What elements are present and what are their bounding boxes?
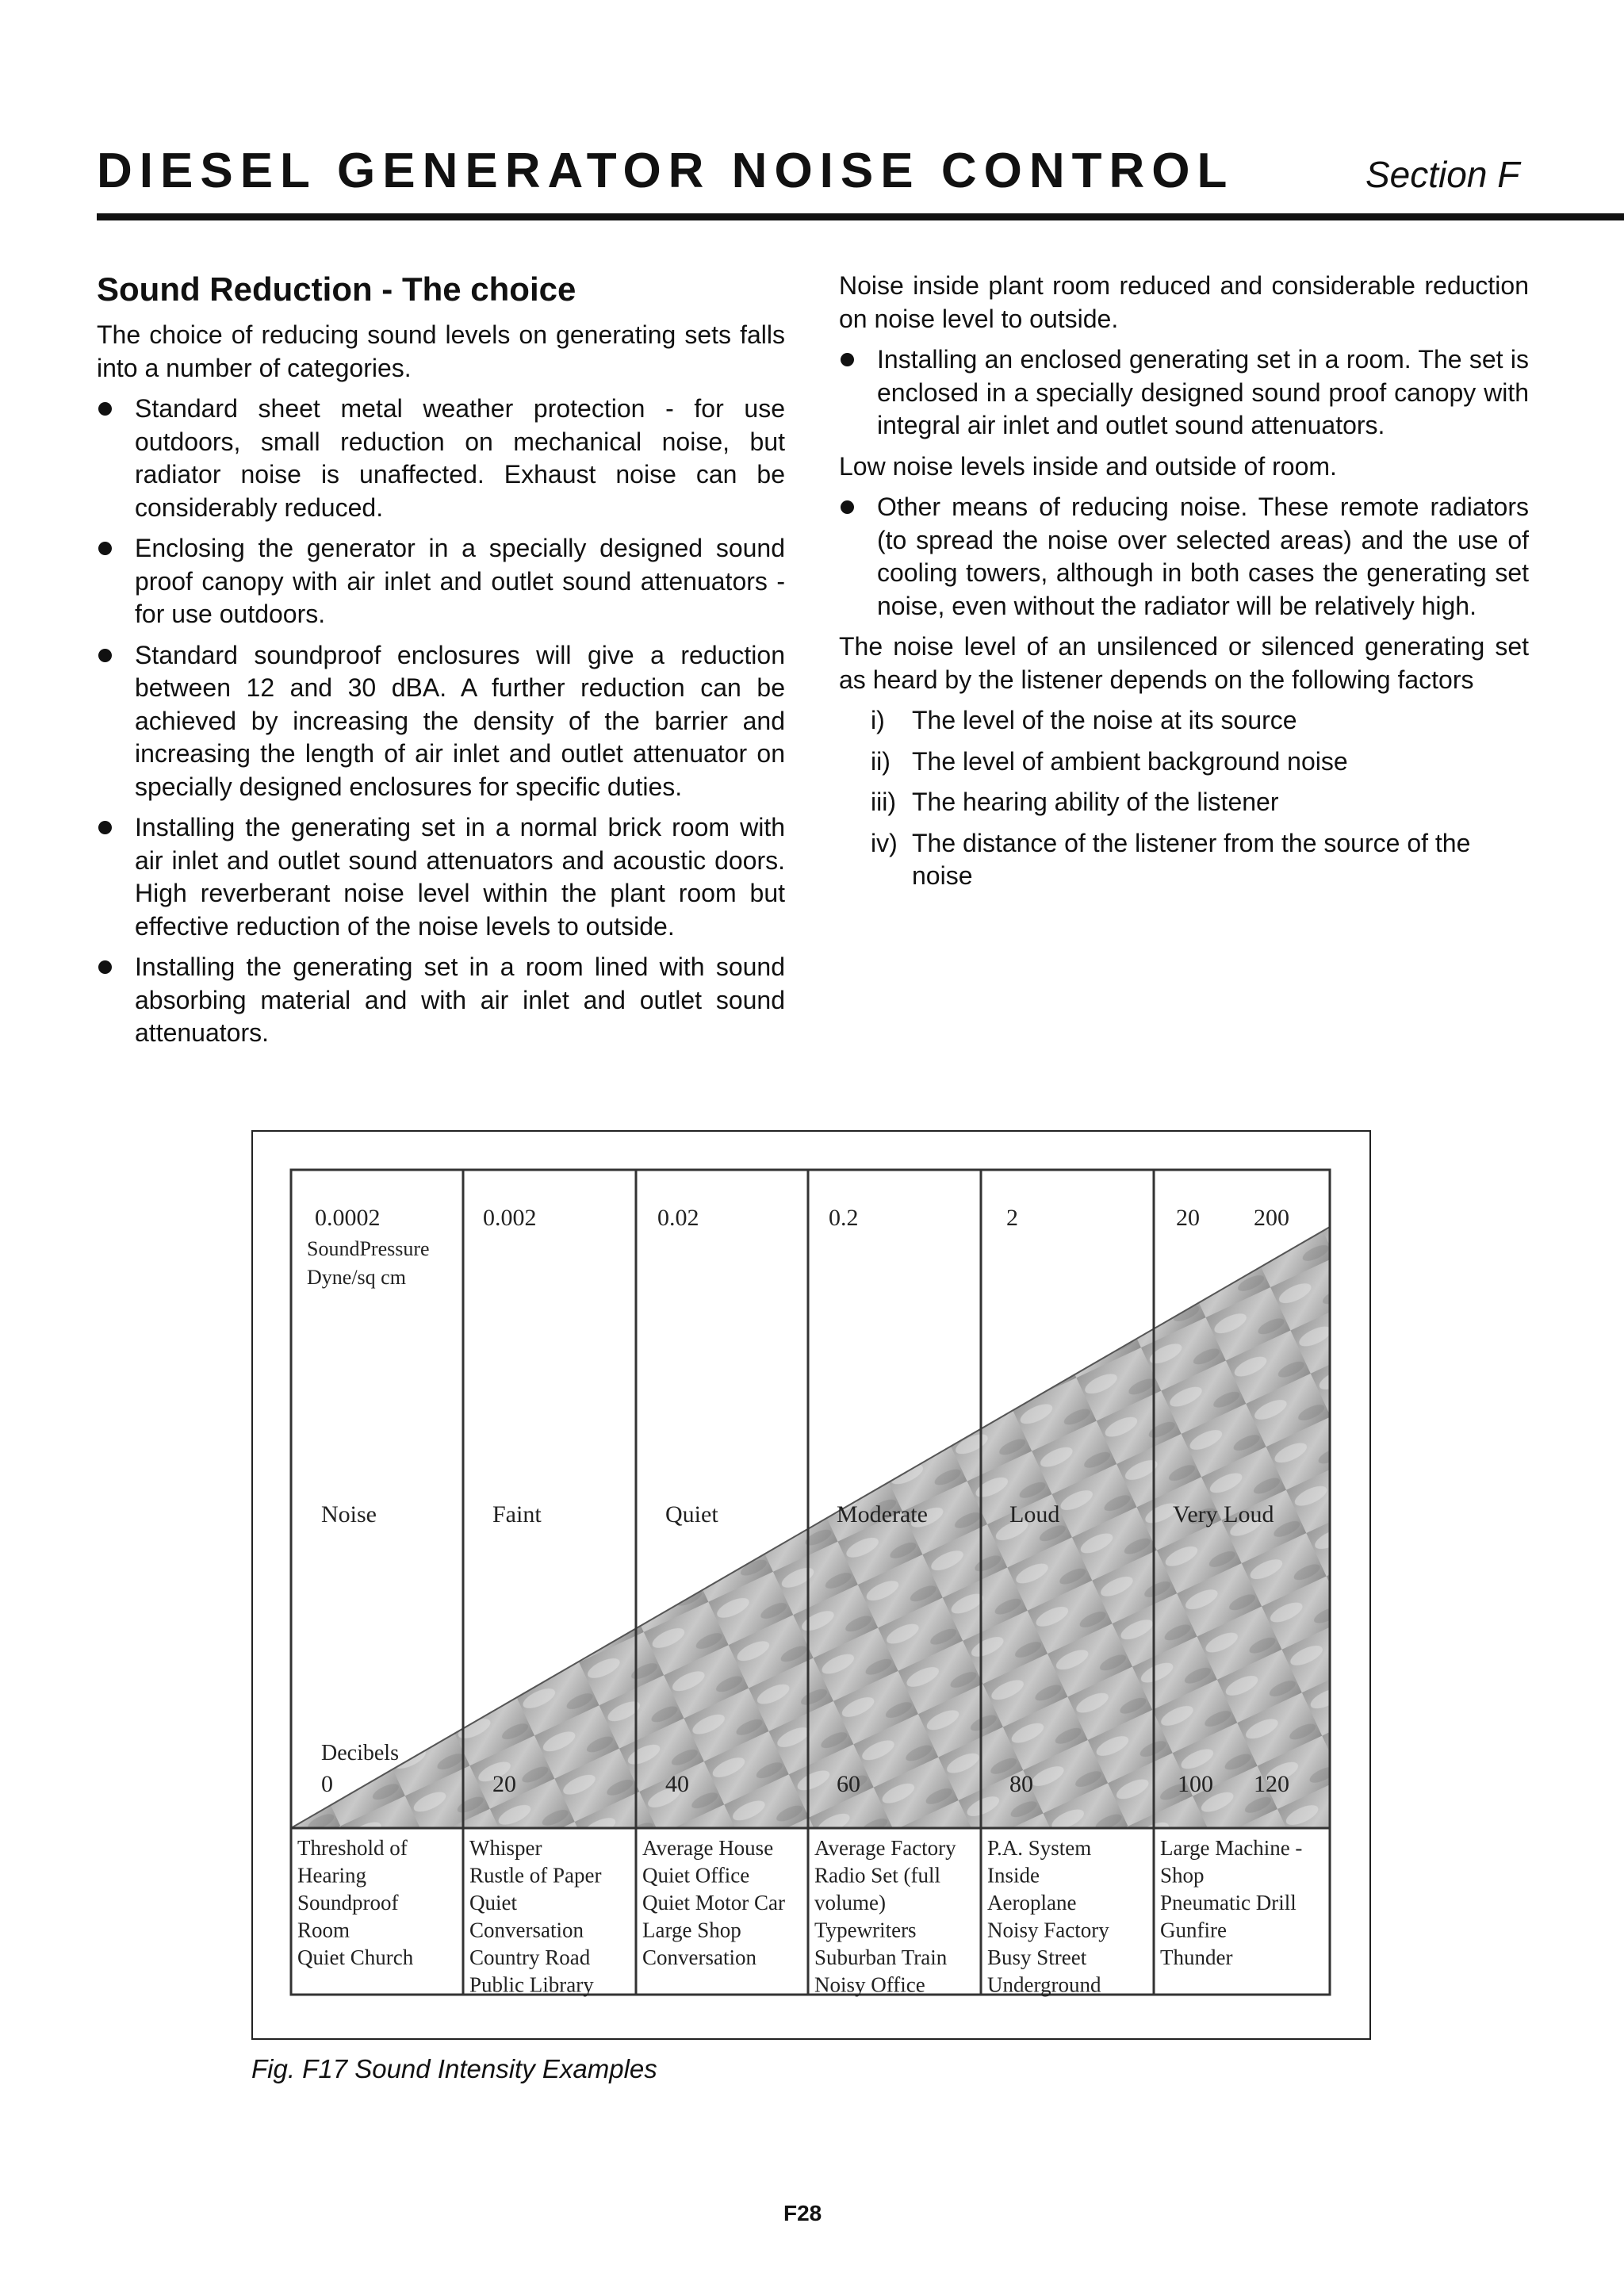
bullet-text: Enclosing the generator in a specially designed sound proof canopy with air inlet and outlet sound attenuators - for use outdoors. [135, 534, 785, 628]
factor-number: iv) [871, 828, 898, 857]
pressure-value: 0.0002 [315, 1205, 381, 1231]
factor-text: The hearing ability of the listener [912, 788, 1279, 816]
decibel-value: 120 [1254, 1771, 1289, 1797]
section-heading: Sound Reduction - The choice [97, 270, 576, 308]
figure-caption: Fig. F17 Sound Intensity Examples [251, 2054, 657, 2083]
example-text: Gunfire [1160, 1918, 1227, 1942]
intro-paragraph: The choice of reducing sound levels on generating sets falls into a number of categories. [97, 320, 785, 382]
decibel-value: 100 [1178, 1771, 1213, 1797]
example-text: Thunder [1160, 1945, 1233, 1969]
bullet-item [97, 393, 785, 524]
decibel-value: 40 [665, 1771, 689, 1797]
decibel-value: 60 [837, 1771, 860, 1797]
bullet-text: Standard soundproof enclosures will give a reduction between 12 and 30 dBA. A further reduction can be achieved by increasing the density of the barrier and increasing the length of air inlet and outlet attenuator on specially designed enclosures for specific duties. [135, 640, 785, 801]
bullet-item [839, 343, 1529, 443]
bullet-item [839, 491, 1529, 623]
bullet-item [97, 639, 785, 804]
pressure-unit-label: Dyne/sq cm [307, 1266, 406, 1289]
factor-item [839, 786, 1529, 819]
example-text: Typewriters [814, 1918, 917, 1942]
bullet-text: Standard sheet metal weather protection - for use outdoors, small reduction on mechanical noise, but radiator noise is unaffected. Exhaust noise can be considerably reduced. [135, 394, 785, 522]
bullet-icon [98, 821, 112, 834]
example-text: Conversation [469, 1918, 584, 1942]
example-text: Noisy Office [814, 1972, 925, 1997]
example-text: Aeroplane [987, 1891, 1077, 1915]
paragraph: Low noise levels inside and outside of room. [839, 451, 1337, 481]
decibel-value: 80 [1009, 1771, 1033, 1797]
example-text: Noisy Factory [987, 1918, 1109, 1942]
figure-frame [251, 1130, 1371, 2040]
bullet-text: Installing an enclosed generating set in a room. The set is enclosed in a specially designed sound proof canopy with integral air inlet and outlet sound attenuators. [877, 345, 1529, 439]
example-text: P.A. System [987, 1836, 1092, 1860]
factor-text: The distance of the listener from the source of the noise [912, 828, 1471, 890]
example-text: volume) [814, 1891, 886, 1915]
example-text: Large Machine - [1160, 1836, 1303, 1860]
bullet-item [97, 951, 785, 1050]
example-text: Pneumatic Drill [1160, 1891, 1297, 1915]
example-text: Rustle of Paper [469, 1863, 602, 1888]
noise-level-label: Noise [321, 1501, 377, 1527]
example-text: Quiet [469, 1891, 517, 1915]
left-column [97, 268, 785, 1058]
section-label: Section F [1365, 154, 1520, 195]
factor-list [839, 704, 1529, 893]
factor-text: The level of ambient background noise [912, 746, 1348, 776]
bullet-list [97, 393, 785, 1050]
factor-number: iii) [871, 788, 896, 816]
example-text: Hearing [297, 1863, 366, 1888]
example-text: Conversation [642, 1945, 756, 1969]
paragraph: The noise level of an unsilenced or silenced generating set as heard by the listener depends on the following factors [839, 632, 1529, 694]
example-text: Underground [987, 1972, 1101, 1997]
paragraph: Noise inside plant room reduced and considerable reduction on noise level to outside. [839, 271, 1529, 333]
sound-intensity-figure [253, 1132, 1369, 2038]
bullet-icon [98, 542, 112, 555]
decibels-label: Decibels [321, 1741, 399, 1765]
bullet-icon [98, 649, 112, 662]
example-text: Average House [642, 1836, 774, 1860]
factor-text: The level of the noise at its source [912, 706, 1297, 734]
example-text: Large Shop [642, 1918, 741, 1942]
example-text: Soundproof [297, 1891, 399, 1915]
example-text: Threshold of [297, 1836, 408, 1860]
example-text: Quiet Church [297, 1945, 414, 1969]
document-title: DIESEL GENERATOR NOISE CONTROL [97, 144, 1235, 198]
bullet-icon [841, 353, 854, 366]
example-text: Inside [987, 1863, 1040, 1888]
bullet-item [97, 811, 785, 943]
page-number: F28 [783, 2201, 822, 2225]
example-text: Busy Street [987, 1945, 1087, 1969]
decibel-value: 20 [492, 1771, 516, 1797]
noise-level-label: Loud [1009, 1501, 1060, 1527]
bullet-icon [841, 500, 854, 514]
bullet-text: Installing the generating set in a room lined with sound absorbing material and with air inlet and outlet sound attenuators. [135, 953, 785, 1047]
example-text: Average Factory [814, 1836, 956, 1860]
noise-level-label: Quiet [665, 1501, 718, 1527]
bullet-item [97, 532, 785, 631]
header-rule [97, 213, 1624, 220]
example-text: Radio Set (full [814, 1863, 940, 1888]
bullet-list [839, 343, 1529, 443]
noise-level-label: Moderate [837, 1501, 928, 1527]
noise-level-label: Faint [492, 1501, 542, 1527]
example-text: Public Library [469, 1972, 594, 1997]
pressure-value: 0.2 [829, 1205, 859, 1231]
example-text: Room [297, 1918, 350, 1942]
factor-item [839, 827, 1529, 893]
pressure-value: 200 [1254, 1205, 1289, 1231]
bullet-list [839, 491, 1529, 623]
bullet-text: Other means of reducing noise. These remote radiators (to spread the noise over selected areas) and the use of cooling towers, although in both cases the generating set noise, even without the radiator will be relatively high. [877, 493, 1529, 620]
example-text: Shop [1160, 1863, 1205, 1888]
factor-number: i) [871, 706, 885, 734]
bullet-icon [98, 402, 112, 416]
pressure-value: 0.002 [483, 1205, 537, 1231]
noise-level-label: Very Loud [1173, 1501, 1274, 1527]
factor-item [839, 746, 1529, 779]
example-text: Quiet Motor Car [642, 1891, 785, 1915]
pressure-value: 2 [1006, 1205, 1018, 1231]
decibel-value: 0 [321, 1771, 333, 1797]
pressure-value: 0.02 [657, 1205, 699, 1231]
example-text: Whisper [469, 1836, 542, 1860]
bullet-text: Installing the generating set in a normal brick room with air inlet and outlet sound attenuators and acoustic doors. High reverberant noise level within the plant room but effective reduction of the noise levels to outside. [135, 813, 785, 941]
example-text: Country Road [469, 1945, 591, 1969]
example-text: Suburban Train [814, 1945, 948, 1969]
pressure-value: 20 [1176, 1205, 1200, 1231]
bullet-icon [98, 960, 112, 974]
right-column [839, 270, 1529, 901]
factor-item [839, 704, 1529, 738]
factor-number: ii) [871, 746, 891, 776]
example-text: Quiet Office [642, 1863, 750, 1888]
pressure-label: SoundPressure [307, 1237, 430, 1260]
